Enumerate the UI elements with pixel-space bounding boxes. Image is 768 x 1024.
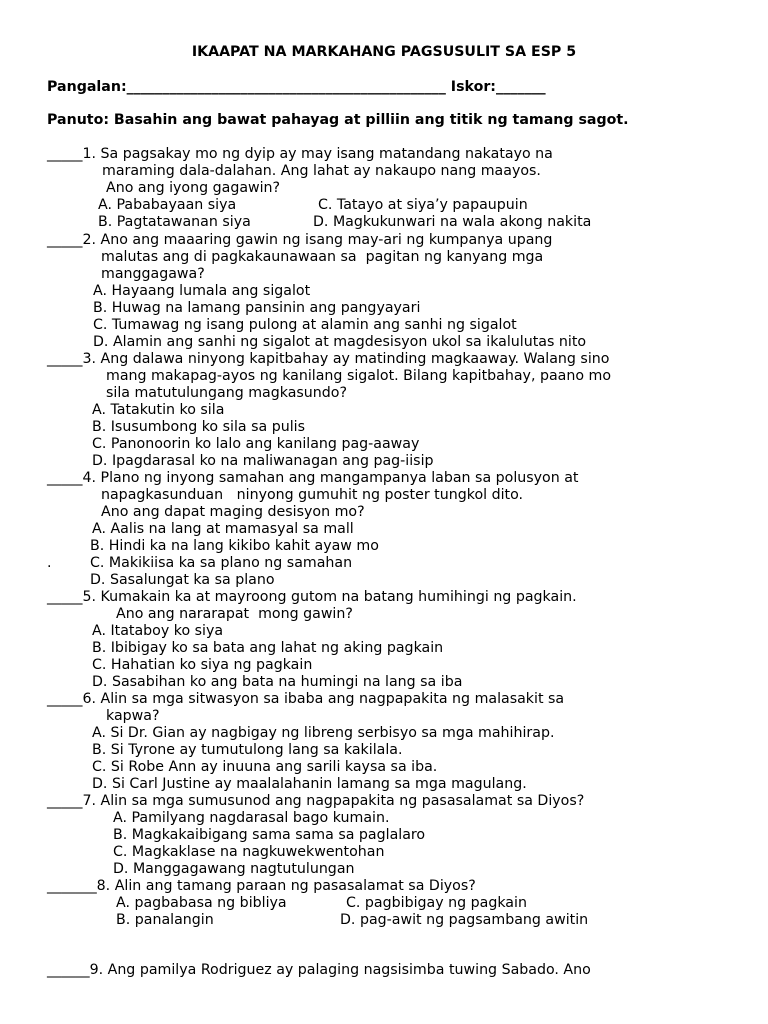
q6-line-1: _____6. Alin sa mga sitwasyon sa ibaba ang nagpapakita ng malasakit sa: [47, 691, 565, 707]
q6-choice-a: A. Si Dr. Gian ay nagbigay ng libreng serbisyo sa mga mahihirap.: [92, 725, 555, 741]
q7-choice-a: A. Pamilyang nagdarasal bago kumain.: [113, 810, 390, 826]
q2-choice-d: D. Alamin ang sanhi ng sigalot at magdesisyon ukol sa ikalulutas nito: [93, 334, 587, 350]
q2-line-2: malutas ang di pagkakaunawaan sa pagitan ng kanyang mga: [101, 249, 544, 265]
instructions: Panuto: Basahin ang bawat pahayag at pilliin ang titik ng tamang sagot.: [47, 112, 629, 128]
q8-choice-b: B. panalangin: [116, 912, 214, 928]
name-score-line: Pangalan:_____________________________________________ Iskor:_______: [47, 79, 546, 95]
q6-line-2: kapwa?: [106, 708, 160, 724]
q5-choice-d: D. Sasabihan ko ang bata na humingi na lang sa iba: [92, 674, 463, 690]
q1-choice-b: B. Pagtatawanan siya: [98, 214, 251, 230]
q3-line-2: mang makapag-ayos ng kanilang sigalot. Bilang kapitbahay, paano mo: [106, 368, 612, 384]
q5-choice-b: B. Ibibigay ko sa bata ang lahat ng aking pagkain: [92, 640, 444, 656]
q2-line-1: _____2. Ano ang maaaring gawin ng isang may-ari ng kumpanya upang: [47, 232, 553, 248]
q4-choice-d: D. Sasalungat ka sa plano: [90, 572, 275, 588]
q5-line-2: Ano ang nararapat mong gawin?: [116, 606, 353, 622]
q3-choice-c: C. Panonoorin ko lalo ang kanilang pag-aaway: [92, 436, 420, 452]
q5-choice-c: C. Hahatian ko siya ng pagkain: [92, 657, 313, 673]
q9-line-1: ______9. Ang pamilya Rodriguez ay palaging nagsisimba tuwing Sabado. Ano: [47, 962, 591, 978]
q1-line-3: Ano ang iyong gagawin?: [106, 180, 281, 196]
q3-line-3: sila matutulungang magkasundo?: [106, 385, 348, 401]
q3-choice-b: B. Isusumbong ko sila sa pulis: [92, 419, 305, 435]
q8-choice-a: A. pagbabasa ng bibliya: [116, 895, 287, 911]
q7-choice-d: D. Manggagawang nagtutulungan: [113, 861, 355, 877]
q5-line-1: _____5. Kumakain ka at mayroong gutom na batang humihingi ng pagkain.: [47, 589, 577, 605]
q1-choice-c: C. Tatayo at siya’y papaupuin: [318, 197, 528, 213]
q8-line-1: _______8. Alin ang tamang paraan ng pasasalamat sa Diyos?: [47, 878, 476, 894]
q4-line-3: Ano ang dapat maging desisyon mo?: [101, 504, 365, 520]
q4-stray-mark: .: [47, 555, 52, 571]
q1-line-2: maraming dala-dalahan. Ang lahat ay nakaupo nang maayos.: [102, 163, 541, 179]
q4-choice-b: B. Hindi ka na lang kikibo kahit ayaw mo: [90, 538, 379, 554]
q2-choice-a: A. Hayaang lumala ang sigalot: [93, 283, 311, 299]
q1-choice-d: D. Magkukunwari na wala akong nakita: [313, 214, 592, 230]
q6-choice-c: C. Si Robe Ann ay inuuna ang sarili kaysa sa iba.: [92, 759, 438, 775]
q6-choice-d: D. Si Carl Justine ay maalalahanin lamang sa mga magulang.: [92, 776, 527, 792]
q3-choice-a: A. Tatakutin ko sila: [92, 402, 225, 418]
q7-choice-c: C. Magkaklase na nagkuwekwentohan: [113, 844, 385, 860]
q2-line-3: manggagawa?: [101, 266, 205, 282]
q6-choice-b: B. Si Tyrone ay tumutulong lang sa kakilala.: [92, 742, 403, 758]
q3-choice-d: D. Ipagdarasal ko na maliwanagan ang pag-iisip: [92, 453, 434, 469]
q4-choice-c: C. Makikiisa ka sa plano ng samahan: [90, 555, 353, 571]
q3-line-1: _____3. Ang dalawa ninyong kapitbahay ay matinding magkaaway. Walang sino: [47, 351, 610, 367]
q1-choice-a: A. Pababayaan siya: [98, 197, 237, 213]
q2-choice-c: C. Tumawag ng isang pulong at alamin ang sanhi ng sigalot: [93, 317, 517, 333]
q7-choice-b: B. Magkakaibigang sama sama sa paglalaro: [113, 827, 426, 843]
q8-choice-d: D. pag-awit ng pagsambang awitin: [340, 912, 589, 928]
q7-line-1: _____7. Alin sa mga sumusunod ang nagpapakita ng pasasalamat sa Diyos?: [47, 793, 585, 809]
q8-choice-c: C. pagbibigay ng pagkain: [346, 895, 527, 911]
q4-line-2: napagkasunduan ninyong gumuhit ng poster tungkol dito.: [101, 487, 524, 503]
page-title: IKAAPAT NA MARKAHANG PAGSUSULIT SA ESP 5: [191, 44, 577, 60]
q2-choice-b: B. Huwag na lamang pansinin ang pangyayari: [93, 300, 421, 316]
q1-line-1: _____1. Sa pagsakay mo ng dyip ay may isang matandang nakatayo na: [47, 146, 553, 162]
q4-line-1: _____4. Plano ng inyong samahan ang mangampanya laban sa polusyon at: [47, 470, 579, 486]
q4-choice-a: A. Aalis na lang at mamasyal sa mall: [92, 521, 354, 537]
q5-choice-a: A. Itataboy ko siya: [92, 623, 224, 639]
